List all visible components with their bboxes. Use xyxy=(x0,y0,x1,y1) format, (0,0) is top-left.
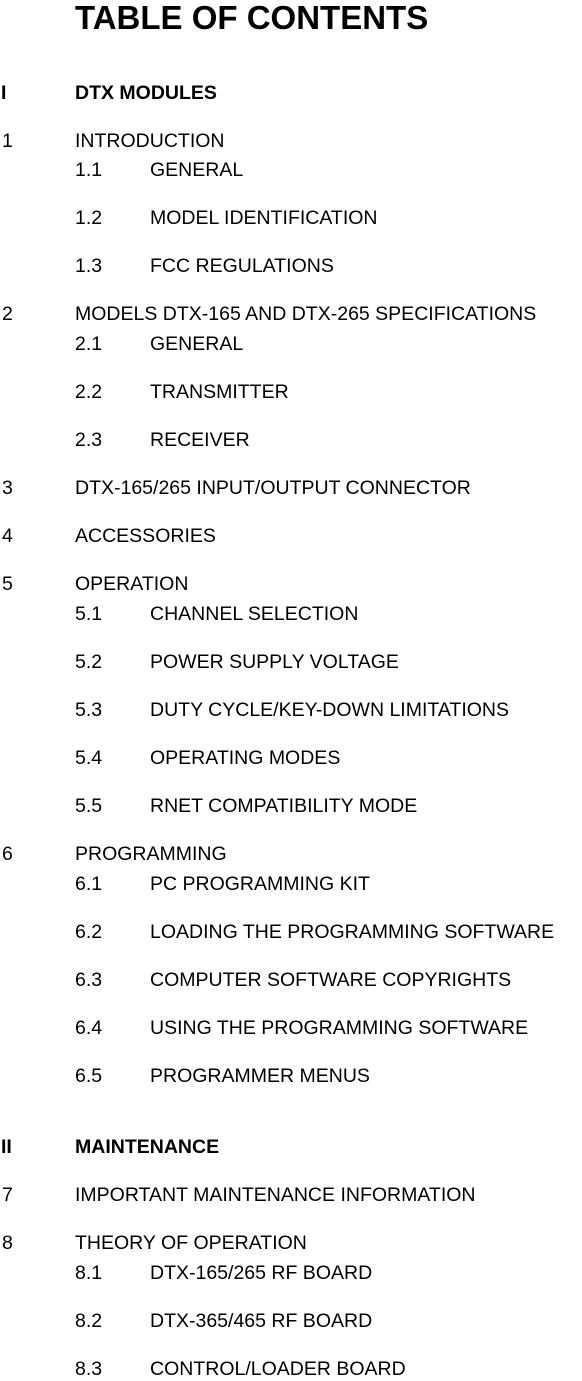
section-number: 2.1 xyxy=(75,333,103,355)
toc-chapter xyxy=(0,842,582,866)
chapter-number: 5 xyxy=(2,573,13,595)
section-label: LOADING THE PROGRAMMING SOFTWARE xyxy=(150,921,555,943)
chapter-number: 4 xyxy=(2,525,13,547)
part-numeral: II xyxy=(1,1136,12,1158)
toc-section xyxy=(0,794,582,818)
section-label: PROGRAMMER MENUS xyxy=(150,1065,370,1087)
toc-section xyxy=(0,1261,582,1285)
toc-chapter xyxy=(0,129,582,153)
section-number: 1.1 xyxy=(75,159,103,181)
toc-section xyxy=(0,1309,582,1333)
part-heading xyxy=(0,1135,582,1159)
section-number: 6.2 xyxy=(75,921,103,943)
part-heading xyxy=(0,81,582,105)
section-label: USING THE PROGRAMMING SOFTWARE xyxy=(150,1017,529,1039)
chapter-label: INTRODUCTION xyxy=(75,130,225,152)
chapter-number: 6 xyxy=(2,843,13,865)
section-label: GENERAL xyxy=(150,159,244,181)
toc-chapter xyxy=(0,524,582,548)
toc-section xyxy=(0,650,582,674)
section-label: CONTROL/LOADER BOARD xyxy=(150,1358,406,1380)
chapter-number: 3 xyxy=(2,477,13,499)
chapter-number: 8 xyxy=(2,1232,13,1254)
section-number: 5.3 xyxy=(75,699,103,721)
section-number: 5.5 xyxy=(75,795,103,817)
section-label: PC PROGRAMMING KIT xyxy=(150,873,370,895)
section-number: 8.1 xyxy=(75,1262,103,1284)
toc-chapter xyxy=(0,476,582,500)
toc-section xyxy=(0,428,582,452)
toc-section xyxy=(0,746,582,770)
toc-chapter xyxy=(0,1231,582,1255)
section-number: 5.4 xyxy=(75,747,103,769)
chapter-label: IMPORTANT MAINTENANCE INFORMATION xyxy=(75,1184,476,1206)
section-number: 6.4 xyxy=(75,1017,103,1039)
toc-chapter xyxy=(0,572,582,596)
toc-section xyxy=(0,872,582,896)
part-numeral: I xyxy=(1,82,7,104)
toc-chapter xyxy=(0,302,582,326)
section-label: DTX-165/265 RF BOARD xyxy=(150,1262,373,1284)
toc-section xyxy=(0,968,582,992)
chapter-label: OPERATION xyxy=(75,573,189,595)
toc-section xyxy=(0,206,582,230)
toc-section xyxy=(0,332,582,356)
part-label: DTX MODULES xyxy=(75,82,217,104)
chapter-number: 2 xyxy=(2,303,13,325)
toc-section xyxy=(0,602,582,626)
section-number: 6.5 xyxy=(75,1065,103,1087)
section-number: 5.2 xyxy=(75,651,103,673)
toc-section xyxy=(0,698,582,722)
section-label: TRANSMITTER xyxy=(150,381,289,403)
section-label: COMPUTER SOFTWARE COPYRIGHTS xyxy=(150,969,512,991)
section-label: DTX-365/465 RF BOARD xyxy=(150,1310,373,1332)
section-label: CHANNEL SELECTION xyxy=(150,603,359,625)
chapter-label: MODELS DTX-165 AND DTX-265 SPECIFICATIONS xyxy=(75,303,537,325)
chapter-label: ACCESSORIES xyxy=(75,525,216,547)
section-label: RNET COMPATIBILITY MODE xyxy=(150,795,418,817)
section-number: 6.3 xyxy=(75,969,103,991)
section-number: 5.1 xyxy=(75,603,103,625)
chapter-number: 1 xyxy=(2,130,13,152)
section-number: 6.1 xyxy=(75,873,103,895)
toc-section xyxy=(0,1357,582,1381)
section-label: FCC REGULATIONS xyxy=(150,255,334,277)
section-number: 1.3 xyxy=(75,255,103,277)
toc-section xyxy=(0,1016,582,1040)
toc-section xyxy=(0,1064,582,1088)
section-number: 2.2 xyxy=(75,381,103,403)
chapter-label: DTX-165/265 INPUT/OUTPUT CONNECTOR xyxy=(75,477,471,499)
section-label: POWER SUPPLY VOLTAGE xyxy=(150,651,399,673)
section-number: 1.2 xyxy=(75,207,103,229)
section-label: OPERATING MODES xyxy=(150,747,341,769)
toc-section xyxy=(0,380,582,404)
section-label: GENERAL xyxy=(150,333,244,355)
chapter-number: 7 xyxy=(2,1184,13,1206)
section-label: MODEL IDENTIFICATION xyxy=(150,207,378,229)
toc-section xyxy=(0,920,582,944)
toc-chapter xyxy=(0,1183,582,1207)
page-title: TABLE OF CONTENTS xyxy=(75,0,429,36)
toc-section xyxy=(0,254,582,278)
section-number: 8.3 xyxy=(75,1358,103,1380)
section-number: 8.2 xyxy=(75,1310,103,1332)
section-number: 2.3 xyxy=(75,429,103,451)
chapter-label: PROGRAMMING xyxy=(75,843,227,865)
chapter-label: THEORY OF OPERATION xyxy=(75,1232,307,1254)
section-label: DUTY CYCLE/KEY-DOWN LIMITATIONS xyxy=(150,699,509,721)
section-label: RECEIVER xyxy=(150,429,250,451)
toc-section xyxy=(0,158,582,182)
part-label: MAINTENANCE xyxy=(75,1136,220,1158)
